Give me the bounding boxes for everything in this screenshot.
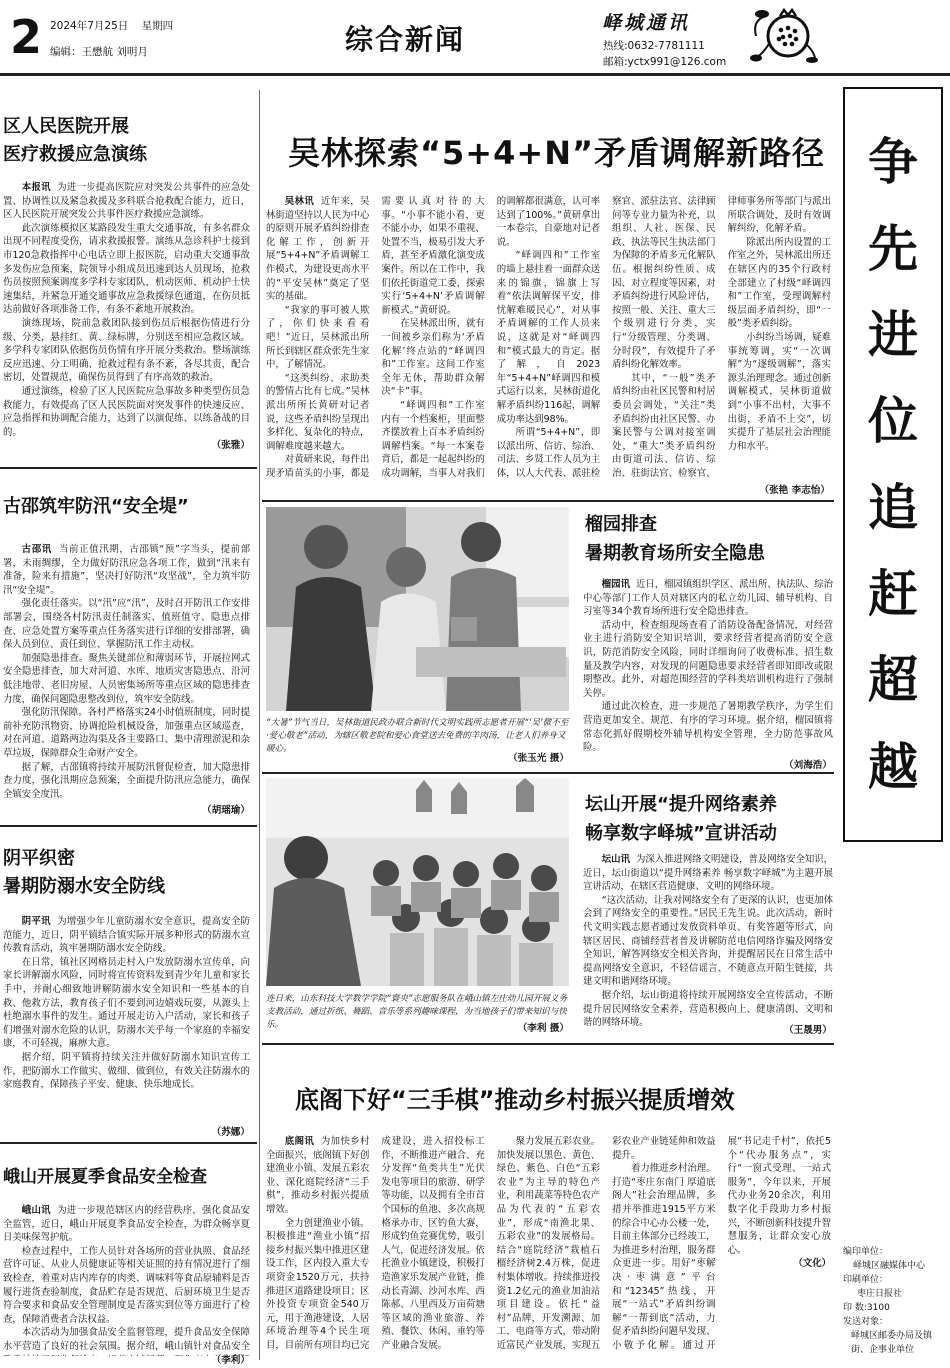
- paragraph: 吴林讯 近年来，吴林街道坚持以人民为中心的原则开展矛盾纠纷排查化解工作，创新开展“5+4+N”矛盾调解工作模式，为建设更高水平的“平安吴林”奠定了坚实的基础。: [266, 196, 370, 303]
- divider: [262, 1043, 834, 1045]
- paragraph: 通过演练，检验了区人民医院应急事故多种类型伤员急救能力，有效提高了区人民医院面对突发事件的快速反应、应急指挥和协调配合能力，达到了以演促练、以练备战的目的。: [3, 385, 250, 438]
- section-title: 综合新闻: [345, 23, 466, 56]
- photo2-caption: 连日来，山东科技大学数学学院“寰央”志愿服务队在峨山镇左庄幼儿园开展义务支教活动，通过折纸、舞蹈、音乐等系列趣味课程，为当地孩子们带来知识与快乐。: [266, 994, 568, 1030]
- yinping-title-line1: 阴平织密: [3, 848, 75, 869]
- yinping-credit: （苏娜）: [211, 1127, 250, 1138]
- paragraph: 强化防汛保障。各村严格落实24小时值班制度，同时提前补充防汛物资，协调抢险机械设备，加强重点区域巡查，对在河道、道路两边沟渠及各主要路口、集中清理淤泥和杂草垃圾，保障群众生命财产安全。: [3, 707, 250, 759]
- dige-headline: 底阁下好“三手棋”推动乡村振兴提质增效: [295, 1086, 735, 1114]
- dige-body: [266, 1135, 831, 1363]
- paragraph: 对黄研来说，每件出现矛盾苗头的小事，都是需要认真对待的大事。“小事不能小看，更不能小办，如果不重视、处置不当，极易引发大矛盾，甚至矛盾激化演变成案件。所以在工作中，我们依托街道党工委，探索实行‘5+4+N’矛盾调解新模式。”黄研说。: [266, 196, 485, 479]
- hospital-title-line2: 医疗救援应急演练: [3, 144, 147, 165]
- wulin-body: [266, 195, 831, 490]
- photo-volunteer-children: [266, 778, 569, 986]
- divider: [0, 467, 257, 469]
- weekday-text: 星期四: [141, 20, 174, 32]
- imprint-dist-label: 发送对象：: [843, 1317, 889, 1327]
- paragraph: 在日常，镇社区网格员走村入户发放防溺水宣传单，向家长讲解溺水风险，同时将宣传资料发到青少年儿童和家长手中，并耐心细致地讲解防溺水安全知识和一些基本的自救、他救方法，教育孩子们不要到河边嬉戏玩耍，从源头上杜绝溺水事件的发生。通过开展走访入户活动，家长和孩子们增强对溺水危险的认识，防溺水关乎每一个家庭的幸福安康，不可轻视，麻痹大意。: [3, 956, 250, 1050]
- byline: 榴园讯: [601, 579, 630, 590]
- byline: 古邵讯: [21, 544, 52, 555]
- byline: 底阁讯: [284, 1136, 315, 1147]
- banner-char: 追: [868, 478, 918, 537]
- byline: 本报讯: [21, 182, 51, 193]
- imprint-printer: 枣庄日报社: [857, 1289, 903, 1299]
- paper-name: 峄城通讯: [602, 12, 691, 34]
- photo2-credit: （李利 摄）: [517, 1023, 569, 1034]
- paragraph: 检查过程中，工作人员针对各场所的营业执照、食品经营许可证、从业人员健康证等相关证照的持有情况进行了细致检查，着重对店内库存的肉类、调味料等食品原辅料是否履行进货查验制度，食品贮存是否规范、后厨环境卫生是否符合要求和食品安全管理制度是否落实到位等方面进行了检查，保障消费者合法权益。: [3, 1245, 250, 1325]
- hospital-title-line1: 区人民医院开展: [3, 116, 129, 137]
- yinping-title-line2: 暑期防溺水安全防线: [3, 876, 165, 897]
- paragraph: “这类纠纷、求助类的警情占比有七成。”吴林派出所所长黄研对记者说，这些矛盾纠纷呈现出多样化、复杂化的特点，调解难度越来越大。: [266, 372, 370, 452]
- paragraph: 此次演练模拟区某路段发生重大交通事故，有多名群众出现不同程度受伤，请求救援报警。演练从急诊科护士接到市120急救指挥中心电话立即上报医院，启动重大交通事故多发伤应急预案，院领导小组成员迅速到达人员现场，抢救伤员按照预案调度多学科专家团队，机动医师、机动护士快速集结，并紧急开通交通事故应急救援绿色通道，在伤员抵达前做好各项准备工作，有条不紊地开展救治。: [3, 222, 250, 316]
- paragraph: 在吴林派出所，就有一间被乡亲们称为‘矛盾化解’终点站的“峄调四和”工作室。这间工作室全年无休，帮助群众解决“卡”事。: [381, 318, 485, 398]
- imprint-dist: 峄城区邮委办局及镇街、企事业单位: [851, 1331, 933, 1355]
- paragraph: 小纠纷当场调，疑难事统筹调，实“一次调解”为“逐级调解”，落实源头治理理念。通过创新调解模式，吴林街道做到“小事不出村，大事不出街，矛盾不上交”，切实提升了基层社会治理能力和水平。: [727, 331, 831, 452]
- wulin-credit: （张艳 李志怡）: [759, 485, 830, 496]
- banner-char: 越: [868, 737, 918, 796]
- editors: 编辑：王懋航 刘明月: [50, 46, 148, 58]
- hospital-body: [3, 181, 250, 439]
- paragraph: “这次活动，让我对网络安全有了更深的认识，也更加体会到了网络安全的重要性。”居民王先生说。此次活动，新时代文明实践志愿者通过发放资料单页、有奖答题等形式，向辖区居民、商铺经营者普及讲解防范电信网络诈骗及网络安全知识，解答网络安全相关咨询，并提醒居民在日常生活中提高网络安全意识，不轻信谣言、不随意点开陌生链接，共建文明和谐网络环境。: [583, 894, 833, 988]
- gubu-body: [3, 543, 250, 805]
- photo1-credit: （张玉光 摄）: [508, 753, 569, 764]
- page-number: 2: [10, 10, 43, 64]
- liuyuan-body: [583, 578, 833, 760]
- pomegranate-logo: [748, 2, 820, 68]
- banner-char: 位: [868, 392, 918, 451]
- divider: [262, 772, 834, 774]
- paragraph: “我家的事可被人欺了，你们快来看看吧！”近日，吴林派出所所长到辖区群众张先生家中，了解情况。: [266, 304, 370, 371]
- banner-char: 超: [868, 651, 918, 710]
- paragraph: 底阁讯 为加快乡村全面振兴，底阁镇下好创建渔业小镇、发展五彩农业、深化庭院经济“三手棋”，推动乡村振兴提质增效。: [266, 1136, 370, 1215]
- imprint-printer-label: 印刷单位：: [843, 1275, 889, 1285]
- imprint-host: 峄城区融媒体中心: [853, 1261, 926, 1271]
- column-rule: [259, 90, 260, 1360]
- paragraph: 本报讯 为进一步提高医院应对突发公共事件的应急处置、协调性以及紧急救援及多科联合抢救配合能力，近日，区人民医院开展突发公共事件医疗救援应急演练。: [3, 182, 250, 221]
- paragraph: 据介绍，坛山街道将持续开展网络安全宣传活动，不断提升居民网络安全素养，营造积极向上、健康清朗、文明和谐的网络环境。: [583, 989, 833, 1029]
- tanshan-title-line2: 畅享数字峄城”宣讲活动: [585, 823, 777, 844]
- hospital-credit: （张雅）: [211, 440, 250, 451]
- paragraph: 榴园讯 近日，榴园镇组织学区、派出所、执法队、综治中心等部门工作人员对辖区内的私立幼儿园、辅导机构、自习室等34个教育场所进行安全隐患排查。: [583, 579, 833, 618]
- paragraph: 着力推进乡村治理。打造“枣庄东南门 厚道底阁人”社会治理品牌，多措并举推进1915平方米的综合中心办公楼一处，目前主体部分已经竣工，为推进乡村治理，服务群众更进一步。用好“枣解决·枣满意”平台和“12345”热线，开展“一站式”矛盾纠纷调解“一帮到底”活动，力促矛盾纠纷问题早发现、小敬予化解。通过开展“书记走千村”，依托5个“代办服务点”，实行“一窗式受理、一站式服务”，今年以来，开展代办业务20余次，利用数字化手段助力乡村振兴，不断创新科技提升智慧服务，让群众安心放心。: [612, 1136, 831, 1351]
- tanshan-title-line1: 坛山开展“提升网络素养: [585, 794, 777, 815]
- paragraph: 阴平讯 为增强少年儿童防溺水安全意识，提高安全防范能力，近日，阴平镇结合镇实际开展多种形式的防溺水宣传教育活动，筑牢暑期防溺水安全防线。: [3, 916, 250, 955]
- paragraph: “峄调四和”工作室内有一个档案柜，里面整齐摆放着上百本矛盾纠纷调解档案。“每一本案卷背后，都是一起起纠纷的成功调解，当事人对我们的调解都很满意，认可率达到了100%。”黄研拿出一本卷宗，自豪地对记者说。: [381, 196, 601, 479]
- yinping-body: [3, 915, 250, 1127]
- paragraph: 加强隐患排查。聚焦关键部位和薄弱环节，开展拉网式安全隐患排查，加大对河道、水库、地质灾害隐患点、沿河低洼地带、老旧房屋、人员密集场所等重点区域的隐患排查力度，确保问题隐患整改到位，筑牢安全防线。: [3, 652, 250, 705]
- paragraph: 本次活动为加强食品安全监督管理，提升食品安全保障水平营造了良好的社会氛围。据介绍，峨山镇针对食品安全: [3, 1327, 250, 1352]
- paragraph: “峄调四和”工作室的墙上悬挂着一面群众送来的锦旗，锦旗上写着“依法调解保平安，排忧解难暖民心”，对从事矛盾调解的工作人员来说，这就是对“峄调四和”模式最大的肯定。据了解，自2023年“5+4+N”峄调四和模式运行以来，吴林街道化解矛盾纠纷116起，调解成功率达到98%。: [496, 250, 601, 425]
- imprint-copies: 印 数:3100: [843, 1303, 890, 1313]
- paragraph: 据介绍，阴平镇将持续关注并做好防溺水知识宣传工作，把防溺水工作做实、做细、做到位，有效关注防溺水的家庭教育，保障孩子平安、健康、快乐地成长。: [3, 1051, 250, 1091]
- masthead-rule: [0, 73, 950, 76]
- byline: 坛山讯: [601, 854, 630, 865]
- wulin-headline: 吴林探索“5+4+N”矛盾调解新路径: [288, 134, 826, 172]
- imprint-host-label: 编印单位：: [843, 1247, 889, 1257]
- photo-elderly-soup: [266, 507, 569, 711]
- date-text: 2024年7月25日: [50, 20, 129, 32]
- liuyuan-headline: [585, 510, 765, 568]
- hospital-headline: [3, 113, 147, 169]
- tanshan-credit: （王晟男）: [784, 1025, 832, 1036]
- gubu-credit: （胡瑶瑜）: [202, 805, 250, 816]
- imprint-box: [843, 1245, 943, 1357]
- side-banner: [843, 87, 943, 842]
- banner-char: 赶: [868, 565, 918, 624]
- paragraph: 坛山讯 为深入推进网络文明建设，普及网络安全知识，近日，坛山街道以“提升网络素养 畅享数字峄城”为主题开展宣讲活动，在辖区营造健康、文明的网络环境。: [583, 854, 833, 893]
- liuyuan-title-line1: 榴园排查: [585, 514, 657, 535]
- eshan-credit: （李利）: [211, 1355, 250, 1366]
- banner-char: 进: [868, 305, 918, 364]
- divider: [0, 825, 257, 827]
- divider: [262, 500, 834, 502]
- banner-char: 先: [868, 219, 918, 278]
- byline: 峨山讯: [21, 1205, 51, 1216]
- paragraph: 古邵讯 当前正值汛期，古邵镇“预”字当头，提前部署，未雨绸缪，全力做好防汛应急各项工作，做到“汛来有准备，险来有措施”，坚决打好防汛“攻坚战”，全力筑牢防汛“安全堤”。: [3, 544, 250, 596]
- paragraph: 其中，“一般”类矛盾纠纷由社区民警和村居委员会调处，“关注”类矛盾纠纷由社区民警、办案民警与公调对接室调处，“重大”类矛盾纠纷由街道司法、信访、综治、驻街法官、检察官、律师事务所等部门与派出所联合调处，及时有效调解纠纷，化解矛盾。: [612, 196, 831, 479]
- paragraph: 所谓“5+4+N”，即以派出所、信访、综治、司法、乡贤工作人员为主体，以人大代表、派驻检察官、派驻法官、法律顾问等专业力量为补充，以组织、人社、医保、民政、执法等民生执法部门为保障的矛盾多元化解队伍。根据纠纷性质、成因、对立程度等因素，对矛盾纠纷进行风险评估，按照一般、关注、重大三个级别进行分类，实行“分级管理、分类调、分时段”，有效提升了矛盾纠纷化解效率。: [496, 196, 716, 479]
- paragraph: 聚力发展五彩农业。加快发展以黑色、黄色、绿色、紫色、白色“五彩农业”为主导的特色产业，利用蔬菜等特色农产品为代表的“五彩农业”，形成“南渔北果、五彩农业”的发展格局。结合“庭院经济”栽植石榴经济树2.4万株，促进村集体增收。持续推进投资1.2亿元的渔业加油站项目建设。依托“益村”品牌，开发溯源、加工、电商等方式，带动附近富民产业发展，实现五彩农业产业链延伸和效益提升。: [496, 1136, 716, 1351]
- eshan-headline: 峨山开展夏季食品安全检查: [3, 1167, 207, 1187]
- paragraph: 通过此次检查，进一步规范了暑期教学秩序，为学生们营造更加安全、规范、有序的学习环境。据介绍，榴园镇将常态化抓好假期校外辅导机构安全管理，全力防范事故风险。: [583, 701, 833, 754]
- divider: [0, 1142, 257, 1144]
- liuyuan-credit: （刘海浩）: [784, 760, 832, 771]
- paragraph: 峨山讯 为进一步规范辖区内的经营秩序，强化食品安全监管，近日，峨山开展夏季食品安全检查，为群众畅享夏日美味保驾护航。: [3, 1205, 250, 1244]
- gubu-headline: 古邵筑牢防汛“安全堤”: [3, 496, 189, 517]
- banner-char: 争: [868, 133, 918, 192]
- byline: 吴林讯: [284, 196, 315, 207]
- eshan-body: [3, 1204, 250, 1356]
- byline: 阴平讯: [21, 916, 51, 927]
- yinping-headline: [3, 845, 165, 901]
- photo1-caption: “大暑”节气当日，吴林街道民政办联合新时代文明实践所志愿者开展“‘吴’微不至·爱心敬老”活动，为辖区敬老院和爱心食堂送去免费的羊肉汤，让老人们养身又暖心。: [266, 718, 569, 754]
- paragraph: 强化责任落实。以“汛”应“汛”，及时召开防汛工作安排部署会，围绕各村防汛责任制落实、值班值守、隐患点排查、应急处置方案等重点任务落实进行详细的安排部署，确保人员到位、责任到位、掌握防汛工作主动权。: [3, 598, 250, 651]
- credit-line: （文化）: [793, 1258, 831, 1270]
- issue-date: [50, 18, 173, 33]
- tanshan-body: [583, 853, 833, 1038]
- paragraph: 活动中，检查组现场查看了消防设备配备情况，对经营业主进行消防安全知识培训，要求经营者提高消防安全意识，防范消防安全风险，同时详细询问了收费标准、招生数量及教学内容，对发现的问题隐患要求经营者即知即改或限期整改。此外，对超范围经营的学科类培训机构进行了强制关停。: [583, 619, 833, 699]
- hotline: 热线:0632-7781111: [603, 40, 705, 52]
- email: 邮箱:yctx991@126.com: [603, 56, 727, 68]
- paragraph: 据了解，古邵镇将持续开展防汛督促检查，加大隐患排查力度，强化汛期应急预案，全面提升防汛应急能力，确保全镇安全度汛。: [3, 761, 250, 800]
- tanshan-headline: [585, 790, 777, 848]
- paragraph: 演练现场，院前急救团队接到伤员后根据伤情进行分级、分类，悬挂红、黄、绿标牌，分别送至相应急救区域。多学科专家团队依据伤员伤情有序开展分类救治。整场演练反应迅速、分工明确、抢救过程有条不紊，各尽其责，配合密切，处置规范，确保伤员得到了有序高效的救治。: [3, 317, 250, 384]
- paragraph: 全力创建渔业小镇。积极推进“渔业小镇”招接乡村振兴集中推进区建设工作，区内投入重大专项资金1520万元，扶持推进区道路建设项目；区外投资专项资金540万元，用于渔港建设，人居环境治理等4个民生项目，目前所有项目均已完成建设，进入招投标工作，不断推进产融合、充分发挥“鱼类共生”光伏发电等项目的旅游、研学等功能，以及拥有全市首个国标的鱼池、多次高规格承办市、区钓鱼大赛，形成钓鱼竞赛优势，吸引人气，促进经济发展。依托渔业小镇建设，积极打造渔家乐发展产业链，推动长青湖、沙河水库、西陈郝、八里西及万亩荷塘等区域的渔业旅游、养殖、餐饮、休闲、垂钓等产业融合发展。: [266, 1136, 485, 1351]
- paragraph: 除派出所内设置的工作室之外，吴林派出所还在辖区内的35个行政村全部建立了村级“峄调四和”工作室，受理调解村级层面矛盾纠纷，即“一般”类矛盾纠纷。: [727, 236, 831, 330]
- liuyuan-title-line2: 暑期教育场所安全隐患: [585, 543, 765, 564]
